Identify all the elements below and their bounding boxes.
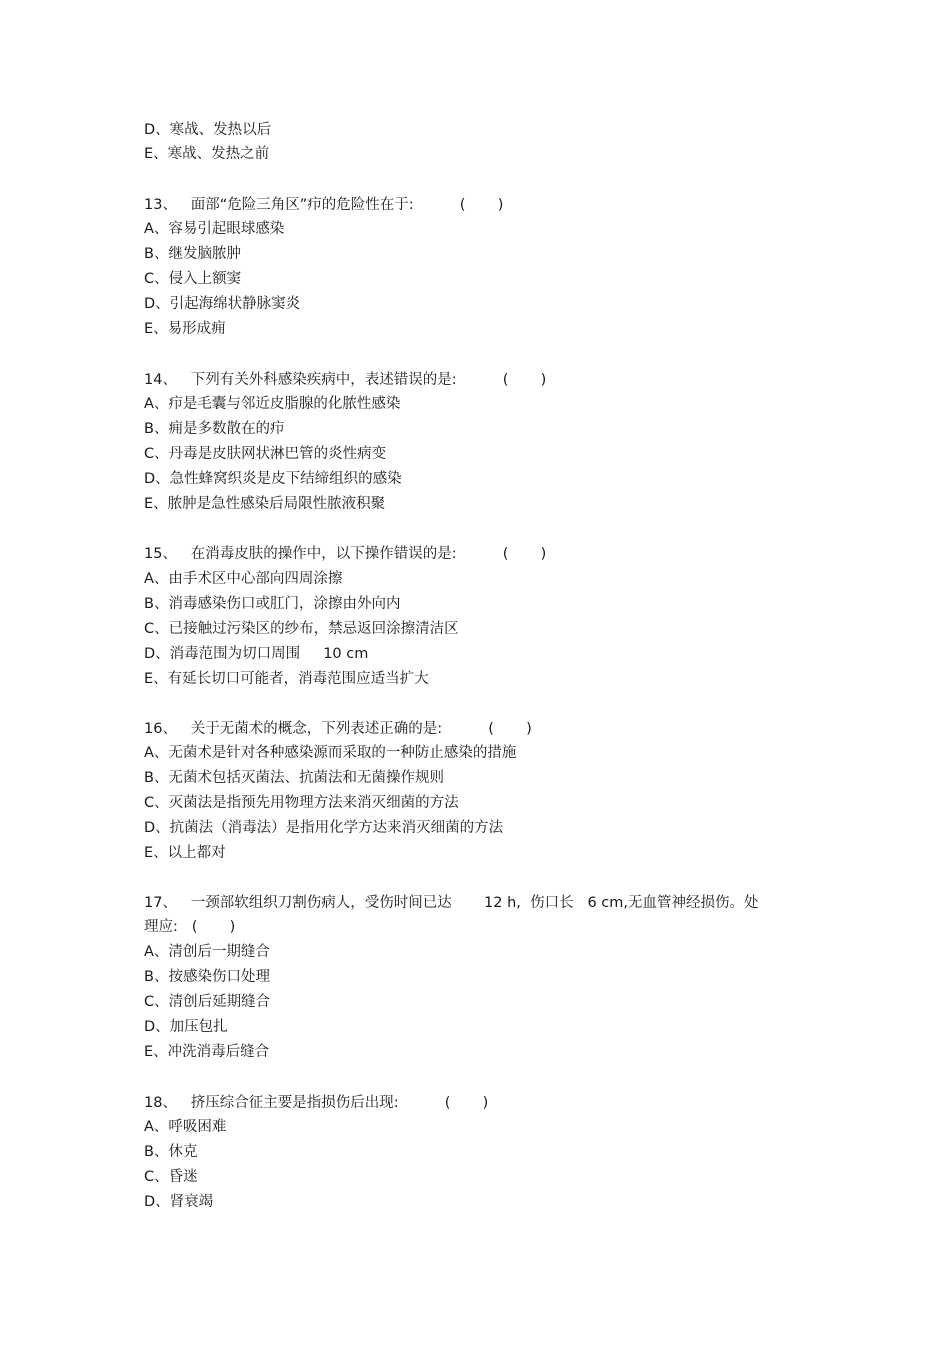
option-14-d: D、急性蜂窝织炎是皮下结缔组织的感染 xyxy=(144,471,402,487)
option-17-e: E、冲洗消毒后缝合 xyxy=(144,1044,270,1060)
option-17-b: B、按感染伤口处理 xyxy=(144,969,270,985)
option-12-e: E、寒战、发热之前 xyxy=(144,146,270,162)
question-14: 14、 下列有关外科感染疾病中，表述错误的是: ( ) xyxy=(144,372,547,388)
option-15-a: A、由手术区中心部向四周涂擦 xyxy=(144,571,343,587)
question-17: 17、 一颈部软组织刀割伤病人，受伤时间已达 12 h, 伤口长 6 cm,无血管神经损伤。处 xyxy=(144,895,759,911)
option-18-a: A、呼吸困难 xyxy=(144,1119,227,1135)
option-18-b: B、休克 xyxy=(144,1144,198,1160)
option-16-d: D、抗菌法（消毒法）是指用化学方达来消灭细菌的方法 xyxy=(144,820,504,836)
option-16-b: B、无菌术包括灭菌法、抗菌法和无菌操作规则 xyxy=(144,770,444,786)
question-15: 15、 在消毒皮肤的操作中，以下操作错误的是: ( ) xyxy=(144,546,547,562)
option-13-d: D、引起海绵状静脉窦炎 xyxy=(144,296,301,312)
option-18-d: D、肾衰竭 xyxy=(144,1194,214,1210)
question-17-continued: 理应: ( ) xyxy=(144,919,236,935)
option-13-a: A、容易引起眼球感染 xyxy=(144,221,285,237)
option-13-c: C、侵入上额窦 xyxy=(144,271,242,287)
option-14-a: A、疖是毛囊与邻近皮脂腺的化脓性感染 xyxy=(144,396,401,412)
option-13-b: B、继发脑脓肿 xyxy=(144,246,241,262)
option-17-d: D、加压包扎 xyxy=(144,1019,228,1035)
option-14-b: B、痈是多数散在的疖 xyxy=(144,421,285,437)
option-14-c: C、丹毒是皮肤网状淋巴管的炎性病变 xyxy=(144,446,387,462)
option-18-c: C、昏迷 xyxy=(144,1169,198,1185)
option-15-c: C、已接触过污染区的纱布，禁忌返回涂擦清洁区 xyxy=(144,621,459,637)
question-18: 18、 挤压综合征主要是指损伤后出现: ( ) xyxy=(144,1095,489,1111)
question-16: 16、 关于无菌术的概念，下列表述正确的是: ( ) xyxy=(144,721,532,737)
option-14-e: E、脓肿是急性感染后局限性脓液积聚 xyxy=(144,496,386,512)
option-16-a: A、无菌术是针对各种感染源而采取的一种防止感染的措施 xyxy=(144,745,517,761)
option-13-e: E、易形成痈 xyxy=(144,321,226,337)
option-15-e: E、有延长切口可能者，消毒范围应适当扩大 xyxy=(144,671,429,687)
option-16-e: E、以上都对 xyxy=(144,845,226,861)
option-17-c: C、清创后延期缝合 xyxy=(144,994,271,1010)
option-15-d: D、消毒范围为切口周围 10 cm xyxy=(144,646,369,662)
question-13: 13、 面部“危险三角区”疖的危险性在于: ( ) xyxy=(144,197,504,213)
option-17-a: A、清创后一期缝合 xyxy=(144,944,270,960)
option-12-d: D、寒战、发热以后 xyxy=(144,122,272,138)
option-16-c: C、灭菌法是指预先用物理方法来消灭细菌的方法 xyxy=(144,795,459,811)
option-15-b: B、消毒感染伤口或肛门，涂擦由外向内 xyxy=(144,596,401,612)
